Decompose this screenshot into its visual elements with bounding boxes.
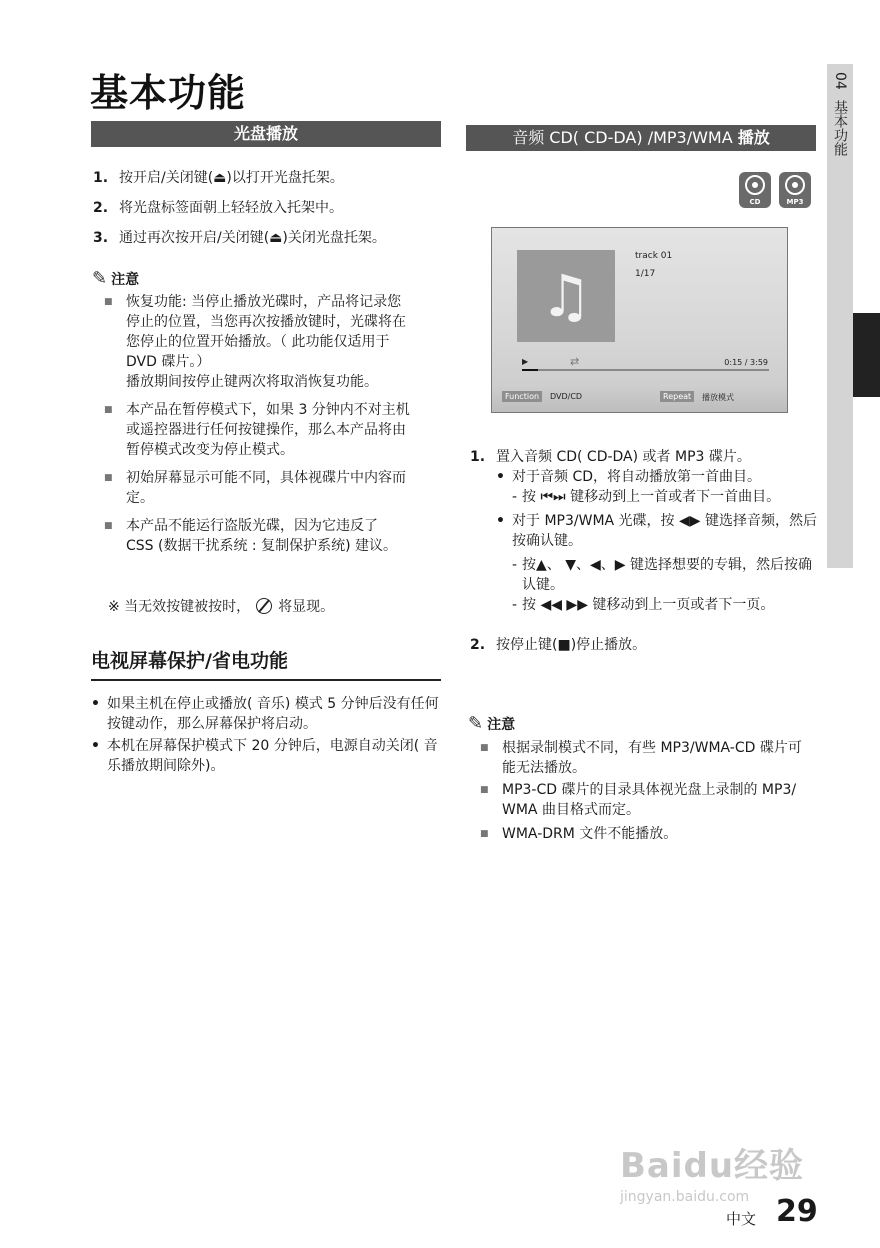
bullet-dot: •: [91, 738, 100, 754]
watermark-brand: Baidu经验: [620, 1146, 805, 1186]
playback-screen: [491, 227, 788, 413]
music-note-icon: ♫: [540, 262, 592, 330]
step-number: 1.: [470, 449, 486, 465]
cd-disc-icon: [739, 172, 771, 208]
square-bullet-icon: ■: [104, 473, 113, 483]
function-tag: Function: [502, 391, 542, 402]
square-bullet-icon: ■: [480, 785, 489, 795]
square-bullet-icon: ■: [104, 297, 113, 307]
page-number: 29: [776, 1194, 818, 1229]
chapter-marker: [853, 313, 880, 397]
note-text: MP3-CD 碟片的目录具体视光盘上录制的 MP3/ WMA 曲目格式而定。: [502, 782, 797, 818]
step-item: [470, 447, 820, 467]
section-title-audio-cd: [466, 125, 816, 151]
chapter-side-tab: [827, 64, 853, 568]
chapter-side-tab-text: [827, 72, 853, 156]
step-item: [93, 168, 443, 188]
invalid-key-text-prefix: ※ 当无效按键被按时，: [108, 599, 251, 615]
page-title: 基本功能: [90, 71, 247, 115]
section-title-text: 音频 CD( CD-DA) /MP3/WMA: [512, 128, 738, 147]
dash-text: 按 ◀◀ ▶▶ 键移动到上一页或者下一页。: [522, 597, 775, 613]
dash-item: - 按▲、 ▼、◀、▶ 键选择想要的专辑，然后按确认键。: [512, 555, 820, 595]
note-item: [104, 468, 444, 508]
note-item: [480, 824, 825, 844]
step-text: 按开启/关闭键(⏏)以打开光盘托架。: [119, 170, 344, 186]
disc-label: MP3: [786, 198, 804, 206]
square-bullet-icon: ■: [480, 743, 489, 753]
sub-bullet-text: 对于音频 CD，将自动播放第一首曲目。: [512, 469, 762, 485]
bullet-item: [91, 736, 441, 776]
pencil-icon: ✎: [92, 268, 108, 289]
playback-time: 0:15 / 3:59: [724, 358, 768, 367]
screensaver-bullets: [91, 694, 441, 778]
note-heading: [92, 268, 139, 289]
sub-bullet: [496, 467, 820, 487]
disc-playback-steps: [93, 168, 443, 258]
chapter-number: 04: [832, 72, 848, 90]
bullet-dot: •: [496, 469, 505, 485]
repeat-icon: ⇄: [570, 355, 580, 368]
sub-bullet: [496, 511, 820, 551]
note-text: 根据录制模式不同，有些 MP3/WMA-CD 碟片可 能无法播放。: [502, 740, 802, 776]
dash-item: - 按 ◀◀ ▶▶ 键移动到上一页或者下一页。: [512, 597, 775, 613]
bullet-text: 如果主机在停止或播放( 音乐) 模式 5 分钟后没有任何按键动作，那么屏幕保护将启动。: [107, 696, 439, 732]
step-number: 3.: [93, 230, 109, 246]
section-title-disc-playback: 光盘播放: [91, 121, 441, 147]
square-bullet-icon: ■: [104, 405, 113, 415]
repeat-tag: Repeat: [660, 391, 694, 402]
note-item: [104, 292, 444, 392]
album-art: [517, 250, 615, 342]
note-list: [480, 738, 825, 852]
note-text: 本产品不能运行盗版光碟，因为它违反了 CSS (数据干扰系统 : 复制保护系统) 建议。: [126, 518, 397, 554]
function-value: DVD/CD: [550, 392, 583, 401]
progress-bar: [522, 369, 769, 371]
step-item: [93, 228, 443, 248]
step-item: [93, 198, 443, 218]
footer-language: 中文: [726, 1210, 757, 1228]
bullet-item: [91, 694, 441, 734]
note-text: 本产品在暂停模式下，如果 3 分钟内不对主机 或遥控器进行任何按键操作，那么本产品将由 暂停模式改变为停止模式。: [126, 402, 410, 458]
track-title: track 01: [635, 251, 673, 261]
bullet-dot: •: [91, 696, 100, 712]
dash-text: 按▲、 ▼、◀、▶ 键选择想要的专辑，然后按确认键。: [522, 557, 812, 593]
audio-cd-steps: [470, 447, 820, 655]
note-item: [480, 780, 825, 820]
note-item: [104, 400, 444, 460]
progress-fill: [522, 369, 538, 371]
function-bar: [492, 384, 787, 412]
note-text: 恢复功能: 当停止播放光碟时，产品将记录您 停止的位置，当您再次按播放键时，光碟将在 您停止的位置开始播放。（ 此功能仅适用于 DVD 碟片。） 播放期间按停止键两次将取消恢复功能。: [126, 294, 406, 390]
note-item: [104, 516, 444, 556]
note-title: 注意: [487, 716, 516, 733]
invalid-key-note: [108, 596, 334, 616]
step-number: 1.: [93, 170, 109, 186]
prohibited-icon: [256, 598, 272, 614]
note-heading: [468, 713, 515, 734]
step-text: 置入音频 CD( CD-DA) 或者 MP3 碟片。: [496, 449, 751, 465]
step-text: 按停止键(■)停止播放。: [496, 637, 647, 653]
disc-label: CD: [749, 198, 761, 206]
note-item: [480, 738, 825, 778]
sub-bullet-text: 对于 MP3/WMA 光碟，按 ◀▶ 键选择音频，然后按确认键。: [512, 513, 817, 549]
play-icon: ▶: [522, 357, 529, 366]
step-number: 2.: [470, 637, 486, 653]
note-title: 注意: [111, 271, 140, 288]
bullet-text: 本机在屏幕保护模式下 20 分钟后，电源自动关闭( 音乐播放期间除外)。: [107, 738, 438, 774]
step-number: 2.: [93, 200, 109, 216]
track-count: 1/17: [635, 269, 656, 279]
dash-item: - 按 ⏮⏭ 键移动到上一首或者下一首曲目。: [512, 489, 781, 505]
note-text: WMA-DRM 文件不能播放。: [502, 826, 678, 842]
disc-type-icons: [739, 172, 811, 208]
note-list: [104, 292, 444, 564]
invalid-key-text-suffix: 将显现。: [278, 599, 335, 615]
bullet-dot: •: [496, 513, 505, 529]
dash-text: 按 ⏮⏭ 键移动到上一首或者下一首曲目。: [522, 489, 781, 505]
square-bullet-icon: ■: [104, 521, 113, 531]
mp3-disc-icon: [779, 172, 811, 208]
subsection-title-screensaver: 电视屏幕保护/省电功能: [91, 646, 441, 681]
step-text: 通过再次按开启/关闭键(⏏)关闭光盘托架。: [119, 230, 386, 246]
chapter-label: 基本功能: [832, 99, 848, 156]
note-text: 初始屏幕显示可能不同，具体视碟片中内容而 定。: [126, 470, 406, 506]
square-bullet-icon: ■: [480, 829, 489, 839]
section-title-bold: 播放: [737, 128, 770, 147]
watermark-url: jingyan.baidu.com: [620, 1189, 750, 1205]
repeat-value: 播放模式: [702, 393, 734, 402]
pencil-icon: ✎: [468, 713, 484, 734]
step-text: 将光盘标签面朝上轻轻放入托架中。: [119, 200, 343, 216]
step-item: [470, 635, 820, 655]
